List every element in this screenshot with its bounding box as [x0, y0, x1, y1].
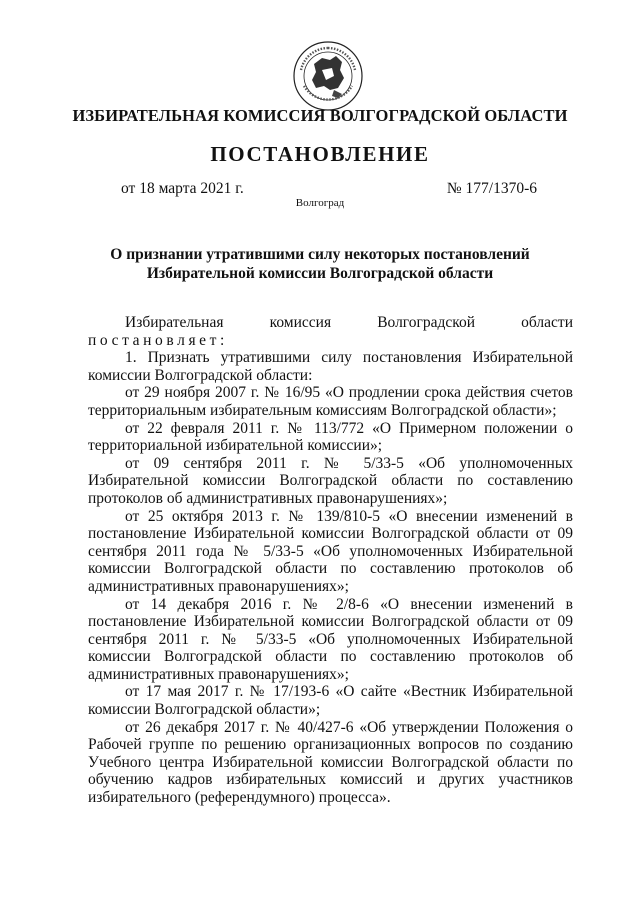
list-item: от 14 декабря 2016 г. № 2/8-6 «О внесении изменений в постановление Избирательной комиссии Волгоградской области от 09 сентября 2011 г. № 5/33-5 «Об уполномоченных Избирательной комиссии Волгоградской области по составлению протоколов об административных правонарушениях»;: [88, 595, 573, 683]
document-city: Волгоград: [295, 197, 345, 209]
intro-paragraph: Избирательная комиссия Волгоградской области: [125, 314, 573, 331]
subject-line-1: О признании утратившими силу некоторых постановлений: [110, 246, 530, 263]
document-date: от 18 марта 2021 г.: [121, 180, 244, 197]
document-body: [88, 314, 573, 807]
list-item: от 17 мая 2017 г. № 17/193-6 «О сайте «Вестник Избирательной комиссии Волгоградской области»;: [88, 683, 573, 719]
decides-line: постановляет:: [88, 331, 228, 349]
subject-line-2: Избирательной комиссии Волгоградской области: [146, 265, 494, 282]
coat-of-arms-seal-icon: [292, 40, 364, 112]
document-type-title: ПОСТАНОВЛЕНИЕ: [210, 142, 430, 166]
item-1-paragraph: 1. Признать утратившими силу постановления Избирательной комиссии Волгоградской области:: [88, 349, 573, 384]
organization-name: ИЗБИРАТЕЛЬНАЯ КОМИССИЯ ВОЛГОГРАДСКОЙ ОБЛАСТИ: [72, 106, 568, 125]
list-item: от 29 ноября 2007 г. № 16/95 «О продлении срока действия счетов территориальным избирательным комиссиям Волгоградской области»;: [88, 384, 573, 419]
list-item: от 22 февраля 2011 г. № 113/772 «О Примерном положении о территориальной избирательной комиссии»;: [88, 419, 573, 455]
document-subject: [0, 245, 640, 283]
list-item: от 26 декабря 2017 г. № 40/427-6 «Об утверждении Положения о Рабочей группе по решению организационных вопросов по созданию Учебного центра Избирательной комиссии Волгоградской области по обучению кадров избирательных комиссий и других участников избирательного (референдумного) процесса».: [88, 718, 573, 807]
list-item: от 25 октября 2013 г. № 139/810-5 «О внесении изменений в постановление Избирательной комиссии Волгоградской области от 09 сентября 2011 года № 5/33-5 «Об уполномоченных Избирательной комиссии Волгоградской области по составлению протоколов об административных правонарушениях»;: [88, 507, 573, 595]
list-item: от 09 сентября 2011 г. № 5/33-5 «Об уполномоченных Избирательной комиссии Волгоградской области по составлению протоколов об административных правонарушениях»;: [88, 454, 573, 507]
document-number: № 177/1370-6: [446, 180, 537, 197]
